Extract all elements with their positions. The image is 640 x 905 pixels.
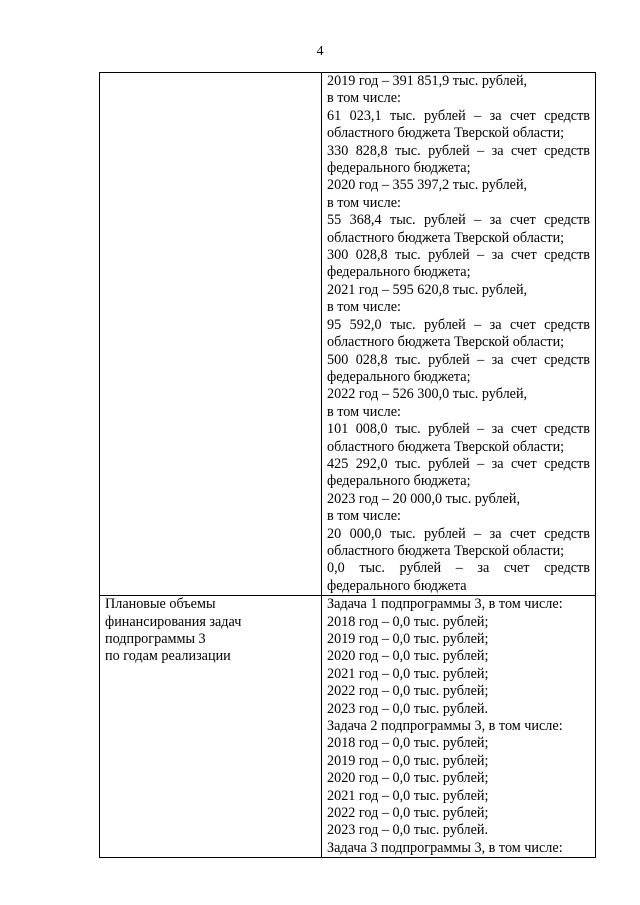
text-line: областного бюджета Тверской области; — [327, 438, 565, 455]
text-line: в том числе: — [327, 508, 401, 525]
text-line: 0,0 тыс. рублей – за счет средств — [327, 560, 590, 577]
text-line: в том числе: — [327, 194, 401, 211]
text-line: в том числе: — [327, 299, 401, 316]
text-line: 300 028,8 тыс. рублей – за счет средств — [327, 247, 590, 264]
text-line: областного бюджета Тверской области; — [327, 542, 565, 559]
text-line: областного бюджета Тверской области; — [327, 334, 565, 351]
text-line: федерального бюджета; — [327, 368, 471, 385]
text-line: 2019 год – 391 851,9 тыс. рублей, — [327, 73, 528, 89]
text-line: 330 828,8 тыс. рублей – за счет средств — [327, 142, 590, 159]
label-line: Плановые объемы — [105, 596, 216, 613]
text-line: 500 028,8 тыс. рублей – за счет средств — [327, 351, 590, 368]
text-line: 2019 год – 0,0 тыс. рублей; — [327, 752, 489, 769]
text-line: Задача 3 подпрограммы 3, в том числе: — [327, 839, 563, 856]
text-line: 2022 год – 0,0 тыс. рублей; — [327, 683, 489, 700]
text-line: 2021 год – 0,0 тыс. рублей; — [327, 665, 489, 682]
text-line: 2020 год – 355 397,2 тыс. рублей, — [327, 177, 528, 194]
text-line: 20 000,0 тыс. рублей – за счет средств — [327, 525, 590, 542]
text-line: 2022 год – 0,0 тыс. рублей; — [327, 805, 489, 822]
text-line: федерального бюджета; — [327, 160, 471, 177]
text-line: Задача 2 подпрограммы 3, в том числе: — [327, 718, 563, 735]
label-line: финансирования задач — [105, 613, 242, 630]
text-line: Задача 1 подпрограммы 3, в том числе: — [327, 596, 563, 613]
text-line: 61 023,1 тыс. рублей – за счет средств — [327, 107, 590, 124]
text-line: 2022 год – 526 300,0 тыс. рублей, — [327, 386, 528, 403]
row1-left-cell — [100, 73, 322, 596]
page-number: 4 — [316, 44, 324, 59]
row2-left-cell — [100, 596, 322, 858]
text-line: федерального бюджета — [327, 577, 467, 594]
text-line: 2020 год – 0,0 тыс. рублей; — [327, 648, 489, 665]
text-line: 2023 год – 0,0 тыс. рублей. — [327, 822, 489, 839]
text-line: 101 008,0 тыс. рублей – за счет средств — [327, 421, 590, 438]
text-line: 425 292,0 тыс. рублей – за счет средств — [327, 455, 590, 472]
text-line: 2021 год – 595 620,8 тыс. рублей, — [327, 281, 528, 298]
label-line: подпрограммы 3 — [105, 631, 206, 647]
row1-right-cell — [322, 73, 596, 596]
text-line: 2023 год – 0,0 тыс. рублей. — [327, 700, 489, 717]
text-line: 2018 год – 0,0 тыс. рублей; — [327, 735, 489, 752]
text-line: в том числе: — [327, 403, 401, 420]
table-row — [100, 596, 596, 858]
text-line: областного бюджета Тверской области; — [327, 229, 565, 246]
text-line: 95 592,0 тыс. рублей – за счет средств — [327, 316, 590, 333]
text-line: 2019 год – 0,0 тыс. рублей; — [327, 631, 489, 647]
table-row — [100, 73, 596, 596]
text-line: федерального бюджета; — [327, 264, 471, 281]
text-line: областного бюджета Тверской области; — [327, 125, 565, 142]
text-line: 2020 год – 0,0 тыс. рублей; — [327, 770, 489, 787]
text-line: 2023 год – 20 000,0 тыс. рублей, — [327, 490, 520, 507]
text-line: 55 368,4 тыс. рублей – за счет средств — [327, 212, 590, 229]
financing-table — [99, 72, 596, 858]
text-line: в том числе: — [327, 90, 401, 107]
text-line: федерального бюджета; — [327, 473, 471, 490]
row2-right-cell — [322, 596, 596, 858]
label-line: по годам реализации — [105, 648, 231, 665]
text-line: 2018 год – 0,0 тыс. рублей; — [327, 613, 489, 630]
text-line: 2021 год – 0,0 тыс. рублей; — [327, 787, 489, 804]
